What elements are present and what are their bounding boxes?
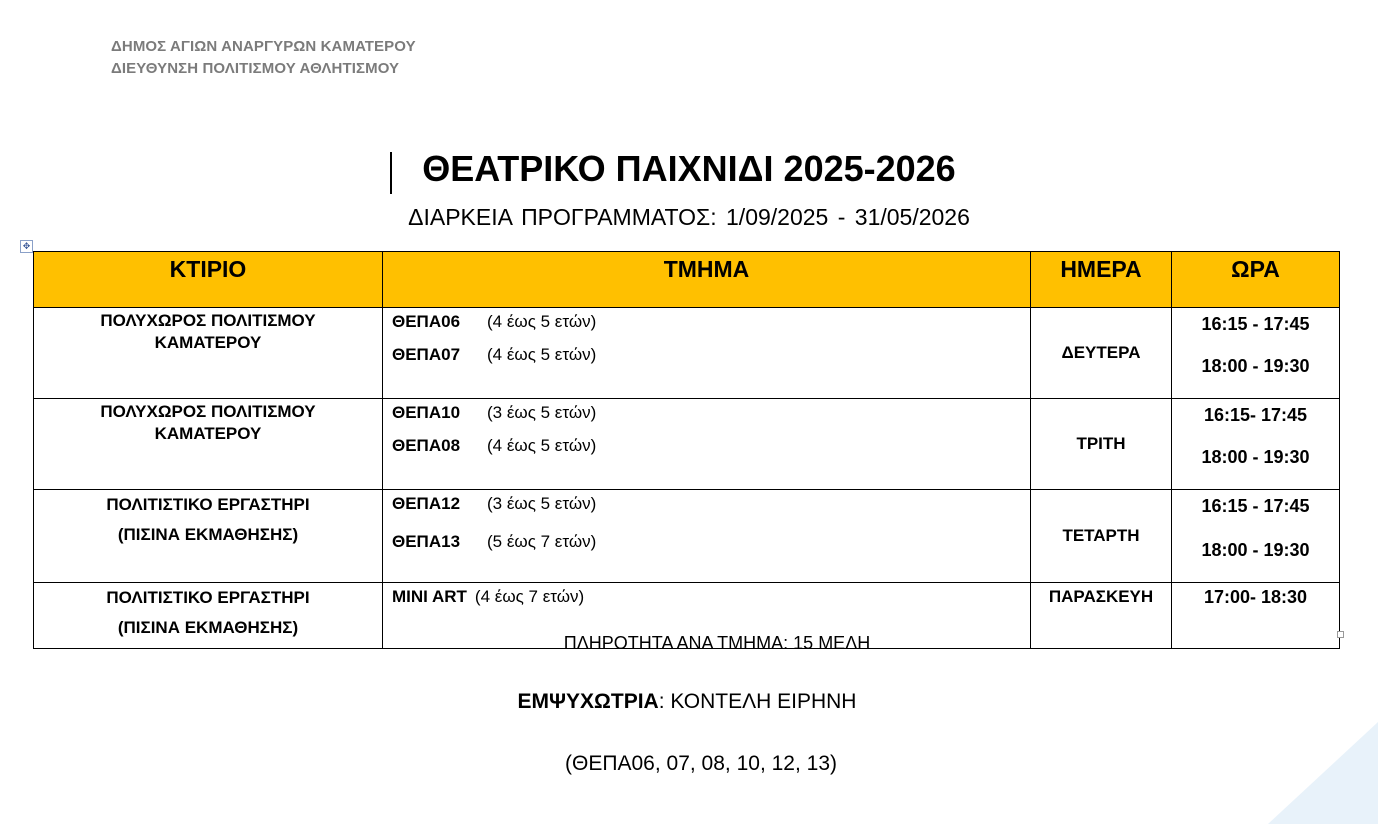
time-slot: 16:15- 17:45 xyxy=(1203,405,1308,425)
group-ages: (3 έως 5 ετών) xyxy=(487,403,597,422)
time-slot: 16:15 - 17:45 xyxy=(1201,496,1310,516)
table-row xyxy=(34,490,1340,583)
group-ages: (3 έως 5 ετών) xyxy=(487,494,597,513)
page-corner-decoration xyxy=(1268,722,1378,824)
time-slot: 18:00 - 19:30 xyxy=(1201,447,1310,467)
group-line xyxy=(392,403,1030,436)
group-code: ΘΕΠΑ07 xyxy=(392,345,461,364)
organization-line2: ΔΙΕΥΘΥΝΣΗ ΠΟΛΙΤΙΣΜΟΥ ΑΘΛΗΤΙΣΜΟΥ xyxy=(111,60,400,77)
time-slot: 18:00 - 19:30 xyxy=(1201,540,1310,560)
groups-note: (ΘΕΠΑ06, 07, 08, 10, 12, 13) xyxy=(565,752,837,775)
table-row xyxy=(34,399,1340,490)
department-cell xyxy=(383,399,1031,490)
building-name: ΠΟΛΥΧΩΡΟΣ ΠΟΛΙΤΙΣΜΟΥ xyxy=(100,311,316,330)
group-code: ΘΕΠΑ08 xyxy=(392,436,461,455)
building-cell xyxy=(34,490,383,583)
building-name: ΠΟΛΙΤΙΣΤΙΚΟ ΕΡΓΑΣΤΗΡΙ xyxy=(106,495,310,514)
department-cell xyxy=(383,308,1031,399)
day-cell: ΔΕΥΤΕΡΑ xyxy=(1031,308,1172,399)
group-line xyxy=(392,532,1030,565)
group-code: ΘΕΠΑ12 xyxy=(392,494,461,513)
group-ages: (4 έως 5 ετών) xyxy=(487,312,597,331)
schedule-table xyxy=(33,251,1340,649)
organization-header xyxy=(111,36,416,80)
group-ages: (4 έως 5 ετών) xyxy=(487,436,597,455)
day-cell: ΤΡΙΤΗ xyxy=(1031,399,1172,490)
group-code: ΘΕΠΑ10 xyxy=(392,403,461,422)
day-cell: ΠΑΡΑΣΚΕΥΗ xyxy=(1031,583,1172,649)
building-name-line2: ΚΑΜΑΤΕΡΟΥ xyxy=(154,333,262,352)
building-name-line2: (ΠΙΣΙΝΑ ΕΚΜΑΘΗΣΗΣ) xyxy=(117,525,299,544)
time-slot: 16:15 - 17:45 xyxy=(1201,314,1310,334)
time-cell xyxy=(1172,490,1340,583)
organization-line1: ΔΗΜΟΣ ΑΓΙΩΝ ΑΝΑΡΓΥΡΩΝ ΚΑΜΑΤΕΡΟΥ xyxy=(111,38,416,55)
animator-name: : ΚΟΝΤΕΛΗ ΕΙΡΗΝΗ xyxy=(658,690,857,713)
program-duration: ΔΙΑΡΚΕΙΑ ΠΡΟΓΡΑΜΜΑΤΟΣ: 1/09/2025 - 31/05/2026 xyxy=(408,204,970,230)
group-ages: (4 έως 7 ετών) xyxy=(474,587,585,606)
header-building: ΚΤΙΡΙΟ xyxy=(34,252,383,308)
text-cursor xyxy=(390,152,392,194)
document-title[interactable]: ΘΕΑΤΡΙΚΟ ΠΑΙΧΝΙΔΙ 2025-2026 xyxy=(422,148,956,189)
building-name: ΠΟΛΙΤΙΣΤΙΚΟ ΕΡΓΑΣΤΗΡΙ xyxy=(106,588,310,607)
table-row xyxy=(34,308,1340,399)
animator-label: ΕΜΨΥΧΩΤΡΙΑ xyxy=(517,690,659,713)
group-line xyxy=(392,345,1030,378)
group-line xyxy=(392,587,1030,620)
group-line xyxy=(392,436,1030,469)
building-name: ΠΟΛΥΧΩΡΟΣ ΠΟΛΙΤΙΣΜΟΥ xyxy=(100,402,316,421)
department-cell xyxy=(383,490,1031,583)
building-name-line2: ΚΑΜΑΤΕΡΟΥ xyxy=(154,424,262,443)
time-slot: 17:00- 18:30 xyxy=(1203,587,1308,607)
table-move-handle[interactable] xyxy=(20,240,33,253)
group-capacity: ΠΛΗΡΟΤΗΤΑ ΑΝΑ ΤΜΗΜΑ: 15 ΜΕΛΗ xyxy=(563,633,871,653)
group-code: ΘΕΠΑ13 xyxy=(392,532,461,551)
header-time: ΩΡΑ xyxy=(1172,252,1340,308)
group-code: ΘΕΠΑ06 xyxy=(392,312,461,331)
header-day: ΗΜΕΡΑ xyxy=(1031,252,1172,308)
time-cell xyxy=(1172,308,1340,399)
time-slot: 18:00 - 19:30 xyxy=(1201,356,1310,376)
building-cell xyxy=(34,399,383,490)
time-cell xyxy=(1172,399,1340,490)
group-line xyxy=(392,494,1030,532)
header-department: ΤΜΗΜΑ xyxy=(383,252,1031,308)
group-code: MINI ART xyxy=(392,587,467,606)
group-ages: (5 έως 7 ετών) xyxy=(487,532,597,551)
day-cell: ΤΕΤΑΡΤΗ xyxy=(1031,490,1172,583)
building-cell xyxy=(34,308,383,399)
move-arrows-icon: ✥ xyxy=(22,241,31,251)
group-ages: (4 έως 5 ετών) xyxy=(487,345,597,364)
table-header-row xyxy=(34,252,1340,308)
group-line xyxy=(392,312,1030,345)
building-name-line2: (ΠΙΣΙΝΑ ΕΚΜΑΘΗΣΗΣ) xyxy=(117,618,299,637)
animator-line xyxy=(0,690,1374,714)
